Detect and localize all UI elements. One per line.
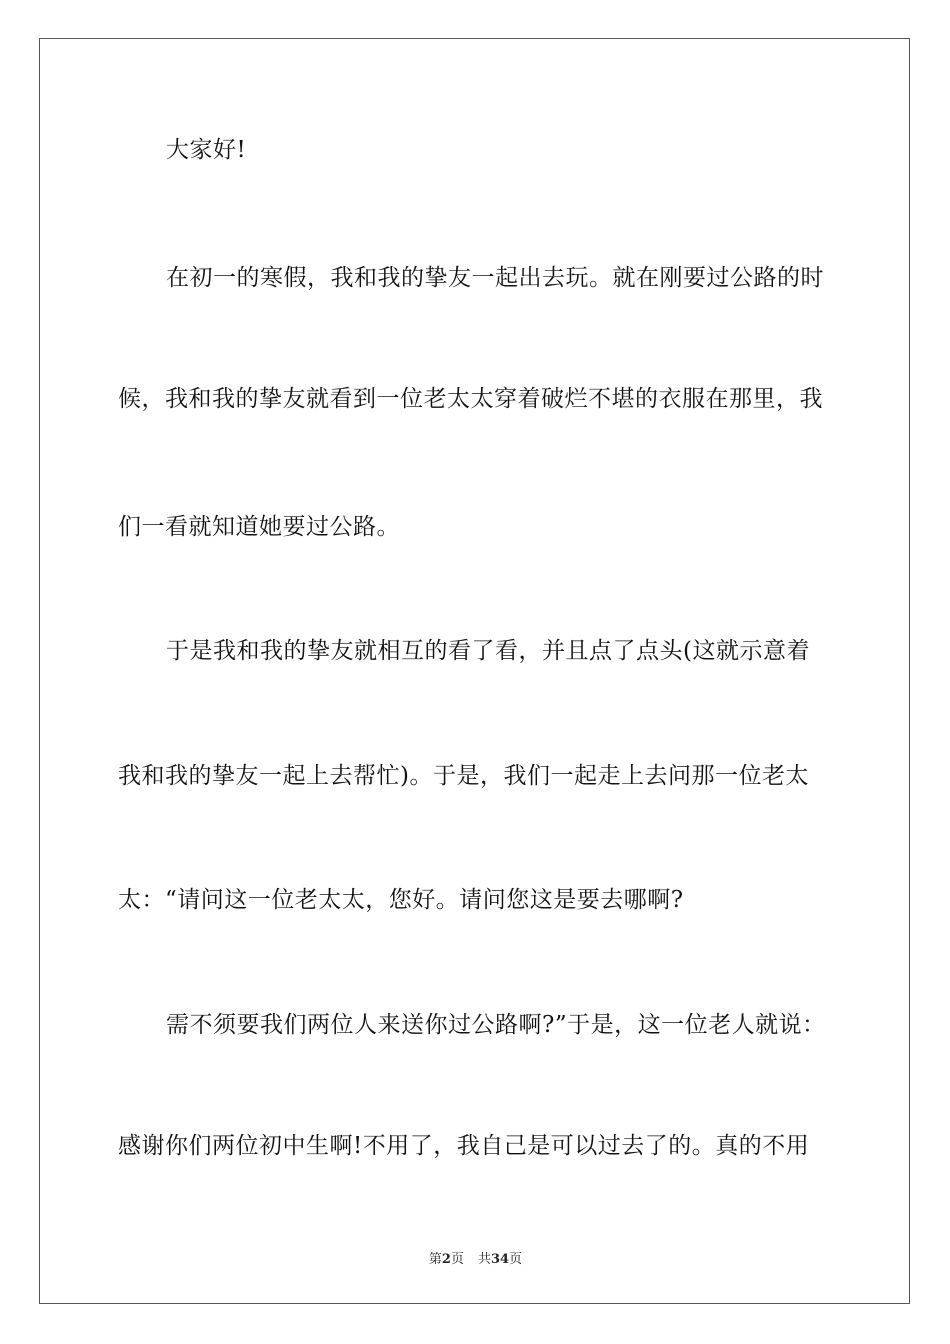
paragraph-line: 候，我和我的挚友就看到一位老太太穿着破烂不堪的衣服在那里，我 [118,386,823,412]
footer-page-current: 2 [441,1252,451,1267]
paragraph-line: 们一看就知道她要过公路。 [118,514,400,540]
footer-total-prefix: 共 [477,1252,491,1267]
paragraph-line: 我和我的挚友一起上去帮忙)。于是，我们一起走上去问那一位老太 [118,763,809,789]
paragraph-line: 于是我和我的挚友就相互的看了看，并且点了点头(这就示意着 [166,638,810,664]
page-footer [40,1248,911,1267]
footer-page-prefix: 第 [428,1252,442,1267]
paragraph-line: 大家好! [166,137,247,163]
paragraph-line: 需不须要我们两位人来送你过公路啊?”于是，这一位老人就说： [166,1012,826,1038]
document-page [39,38,910,1304]
footer-page-total: 34 [490,1252,510,1267]
footer-page-suffix: 页 [450,1252,464,1267]
footer-total-suffix: 页 [509,1252,523,1267]
paragraph-line: 在初一的寒假，我和我的挚友一起出去玩。就在刚要过公路的时 [166,265,824,291]
paragraph-line: 感谢你们两位初中生啊!不用了，我自己是可以过去了的。真的不用 [118,1133,810,1159]
paragraph-line: 太：“请问这一位老太太，您好。请问您这是要去哪啊? [118,887,684,913]
